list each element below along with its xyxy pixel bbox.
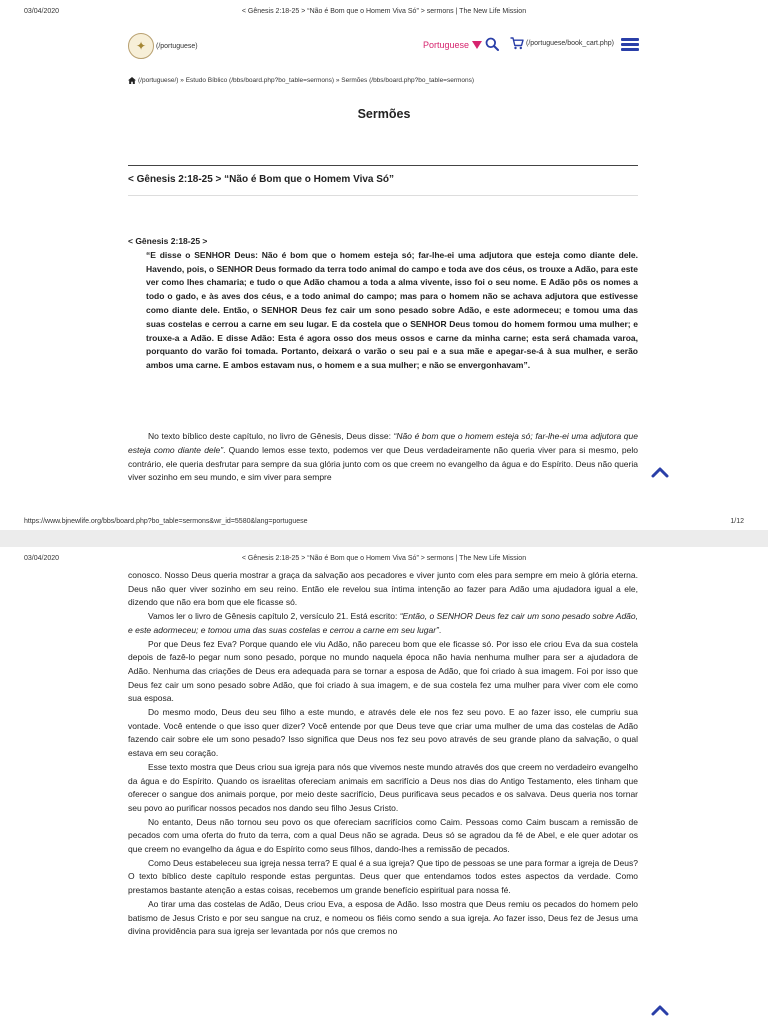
- breadcrumb-study[interactable]: Estudo Bíblico (/bbs/board.php?bo_table=sermons): [185, 77, 335, 84]
- sermon-body-page-2: [128, 569, 638, 1019]
- site-logo-link[interactable]: [128, 33, 198, 59]
- search-icon[interactable]: [485, 37, 499, 51]
- chevron-up-icon[interactable]: [647, 460, 673, 486]
- breadcrumb-separator: »: [178, 77, 186, 84]
- divider: [128, 165, 638, 166]
- cart-link-text: (/portuguese/book_cart.php): [526, 40, 614, 47]
- logo-link-text: (/portuguese): [156, 42, 198, 50]
- scripture-reference: < Gênesis 2:18-25 >: [128, 236, 208, 246]
- logo-icon: ✦: [128, 33, 154, 59]
- chevron-up-icon[interactable]: [647, 998, 673, 1024]
- sermon-paragraph: Vamos ler o livro de Gênesis capítulo 2, versículo 21. Está escrito: “Então, o SENHOR Deus fez cair um sono pesado sobre Adão, e este adormeceu; e tomou uma das suas costelas e cerrou a carne em seu lugar”.: [128, 611, 638, 635]
- hamburger-menu-icon[interactable]: [621, 38, 639, 51]
- cart-icon: [510, 37, 524, 50]
- home-icon[interactable]: [128, 77, 136, 84]
- breadcrumb-home[interactable]: (/portuguese/): [138, 77, 179, 84]
- print-page-2: [0, 547, 768, 1024]
- sermon-paragraph: Do mesmo modo, Deus deu seu filho a este mundo, e através dele ele nos fez seu povo. E ao fazer isso, ele cumpriu sua vontade. Você entende o que isso quer dizer? Você entende por que Deus teve que criar uma mulher de uma das costelas de Adão fazendo cair sobre ele um sono pesado? Isso significa que Deus nos fez seu povo através de seu grande plano da salvação, o qual estava em seu coração.: [128, 707, 638, 759]
- post-title: < Gênesis 2:18-25 > “Não é Bom que o Homem Viva Só”: [128, 174, 395, 185]
- print-page-title: < Gênesis 2:18-25 > “Não é Bom que o Homem Viva Só” > sermons | The New Life Mission: [241, 8, 527, 15]
- section-title: Sermões: [357, 107, 411, 121]
- sermon-body-page-1: [128, 430, 638, 487]
- divider: [128, 195, 638, 196]
- caret-down-icon: [472, 41, 482, 49]
- breadcrumb-separator: »: [334, 77, 342, 84]
- sermon-paragraph: Ao tirar uma das costelas de Adão, Deus criou Eva, a esposa de Adão. Isso mostra que Deus remiu os pecados do homem pelo batismo de Jesus Cristo e por seu sangue na cruz, e nomeou os fiéis como sendo a sua igreja. Ao fazer isso, Deus fez de Jesus uma divina providência para sua igreja ser levantada por nós que cremos no: [128, 898, 638, 937]
- cart-link[interactable]: [510, 37, 614, 50]
- print-page-title: < Gênesis 2:18-25 > “Não é Bom que o Homem Viva Só” > sermons | The New Life Mission: [241, 555, 527, 562]
- print-url: https://www.bjnewlife.org/bbs/board.php?bo_table=sermons&wr_id=5580&lang=portuguese: [24, 518, 308, 525]
- sermon-paragraph: No texto bíblico deste capítulo, no livro de Gênesis, Deus disse: “Não é bom que o homem esteja só; far-lhe-ei uma adjutora que esteja como diante dele”. Quando lemos esse texto, podemos ver que Deus verdadeiramente não queria viver para si mesmo, pelo contrário, ele queria desfrutar para sempre da sua glória junto com os que creem no evangelho da água e do Espírito. Deus não queria viver sozinho em seu mundo, e sim viver para sempre: [128, 431, 638, 483]
- language-selector[interactable]: [423, 40, 482, 50]
- sermon-paragraph: Esse texto mostra que Deus criou sua igreja para nós que vivemos neste mundo através dos que creem no verdadeiro evangelho da água e do Espírito. Quando os israelitas ofereciam animais em sacrifício a Deus nos dias do Antigo Testamento, eles tinham que oferecer o sangue dos animais porque, por meio deste sacrifício, Deus purificava seus pecados e os salvava. Deus queria nos tornar seu povo ao purificar nossos pecados nos dando seu filho Jesus Cristo.: [128, 761, 638, 813]
- breadcrumb-sermons[interactable]: Sermões (/bbs/board.php?bo_table=sermons): [341, 77, 475, 84]
- sermon-paragraph: Por que Deus fez Eva? Porque quando ele viu Adão, não pareceu bom que ele ficasse só. Por isso ele criou Eva da sua costela depois de fazê-lo pegar num sono pesado, porque no mundo naquela época não havia nenhuma mulher para ser a ajudadora de Adão. Nenhuma das criações de Deus era adequada para se tornar a esposa de Adão, que foi criado à sua imagem. Foi por isso que Deus fez cair um sono pesado sobre Adão, que foi criado à sua imagem, e de sua costela fez uma mulher para viver com ele como sua esposa.: [128, 638, 638, 704]
- inline-quote: “Então, o SENHOR Deus fez cair um sono pesado sobre Adão, e este adormeceu; e tomou uma das suas costelas e cerrou a carne em seu lugar”: [128, 611, 638, 635]
- scripture-passage: [128, 235, 638, 373]
- scripture-text: “E disse o SENHOR Deus: Não é bom que o homem esteja só; far-lhe-ei uma adjutora que esteja como diante dele. Havendo, pois, o SENHOR Deus formado da terra todo animal do campo e toda ave dos céus, os trouxe a Adão, para este ver como lhes chamaria; e tudo o que Adão chamou a toda a alma vivente, isso foi o seu nome. E Adão pôs os nomes a todo o gado, e às aves dos céus, e a todo animal do campo; mas para o homem não se achava adjutora que estivesse como diante dele. Então, o SENHOR Deus fez cair um sono pesado sobre Adão, e este adormeceu; e tomou uma das suas costelas e cerrou a carne em seu lugar. E da costela que o SENHOR Deus tomou do homem formou uma mulher; e trouxe-a a Adão. E disse Adão: Esta é agora osso dos meus ossos e carne da minha carne; esta será chamada varoa, porquanto do varão foi tomada. Portanto, deixará o varão o seu pai e a sua mãe e apegar-se-á à sua mulher, e serão ambos uma carne. E ambos estavam nus, o homem e a sua mulher; e não se envergonhavam”.: [146, 249, 638, 371]
- breadcrumb: [128, 77, 474, 84]
- print-date: 03/04/2020: [24, 8, 60, 15]
- print-date: 03/04/2020: [24, 555, 60, 562]
- sermon-paragraph: No entanto, Deus não tornou seu povo os que ofereciam sacrifícios como Caim. Pessoas como Caim buscam a remissão de pecados com uma oferta do fruto da terra, com a qual Deus não se agrada. Deus só se agradou da fé de Abel, e ele quer adotar os que creem no evangelho da água e do Espírito como seus filhos, dando-lhes a remissão de pecados.: [128, 816, 638, 855]
- sermon-paragraph: conosco. Nosso Deus queria mostrar a graça da salvação aos pecadores e viver junto com eles para sempre em meio à glória eterna. Deus não quer viver sozinho em seu reino. Então ele revelou sua íntima intenção ao fazer para Adão uma ajudadora igual a ele, dizendo que não era bom que ele ficasse só.: [128, 570, 638, 608]
- print-page-number: 1/12: [730, 518, 744, 525]
- inline-quote: “Não é bom que o homem esteja só; far-lhe-ei uma adjutora que esteja como diante dele”: [128, 431, 638, 455]
- language-label: Portuguese: [423, 40, 470, 50]
- sermon-paragraph: Como Deus estabeleceu sua igreja nessa terra? E qual é a sua igreja? Que tipo de pessoas se une para formar a igreja de Deus? O texto bíblico deste capítulo responde estas perguntas. Deus quer que entendamos todos estes aspectos da verdade. Como prestamos bastante atenção a estas coisas, recebemos um grande benefício espiritual para nossa fé.: [128, 857, 638, 896]
